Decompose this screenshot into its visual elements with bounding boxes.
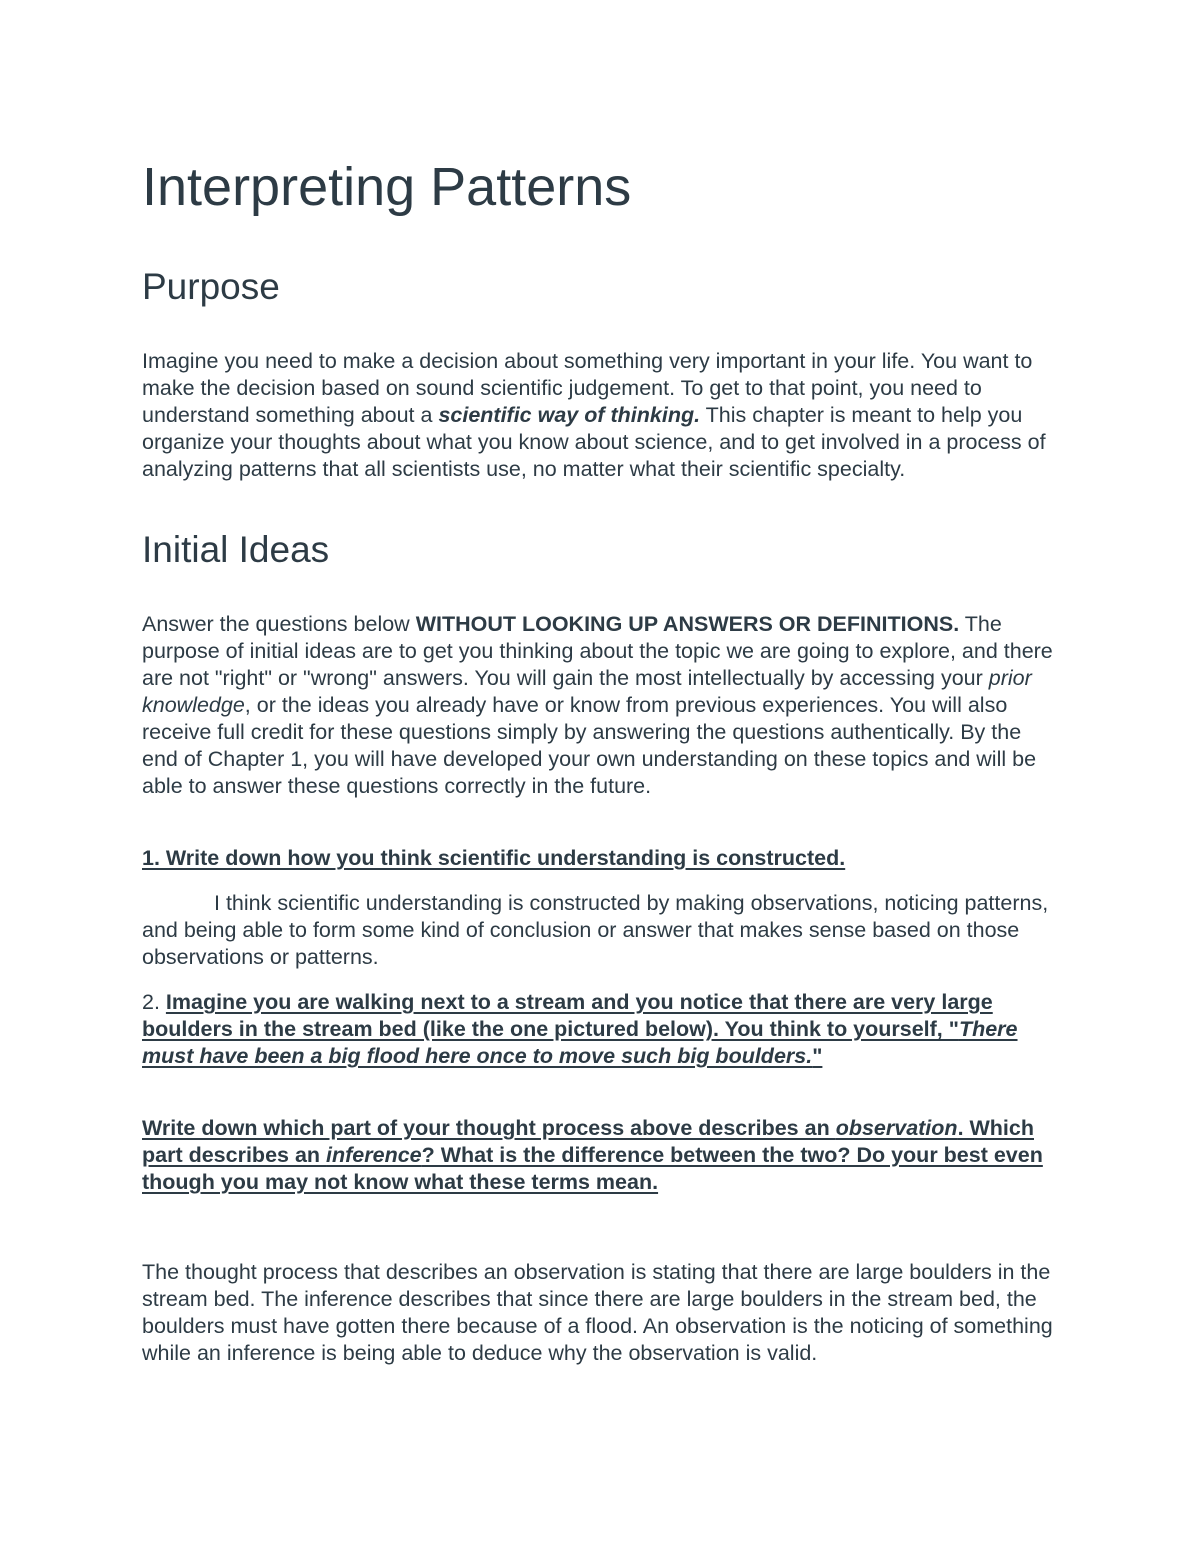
question-2-prompt-2: " (812, 1044, 823, 1068)
term-observation: observation (835, 1116, 958, 1140)
question-1-answer: I think scientific understanding is constructed by making observations, noticing patterns, and being able to form some kind of conclusion or answer that makes sense based on those observations or patterns. (142, 891, 1049, 969)
question-2-quote: There must have been a big flood here once to move such big boulders. (142, 1017, 1018, 1068)
question-2-part2-2: . Which part describes an (142, 1116, 1034, 1167)
initial-ideas-paragraph (142, 611, 1062, 800)
question-2-part-2-prompt (142, 1115, 1062, 1196)
initial-ideas-text-2: The purpose of initial ideas are to get you thinking about the topic we are going to explore, and there are not "right" or "wrong" answers. You will gain the most intellectually by accessing your (142, 612, 1053, 690)
purpose-heading: Purpose (142, 266, 280, 307)
purpose-paragraph (142, 348, 1062, 483)
question-2-answer: The thought process that describes an observation is stating that there are large boulders in the stream bed. The inference describes that since there are large boulders in the stream bed, the boulders must have gotten there because of a flood. An observation is the noticing of something while an inference is being able to deduce why the observation is valid. (142, 1260, 1053, 1365)
initial-ideas-heading: Initial Ideas (142, 529, 330, 570)
purpose-text-2: This chapter is meant to help you organize your thoughts about what you know about science, and to get involved in a process of analyzing patterns that all scientists use, no matter what their scientific specialty. (142, 403, 1046, 481)
term-inference: inference (326, 1143, 422, 1167)
question-2-prompt-1: Imagine you are walking next to a stream and you notice that there are very large boulders in the stream bed (like the one pictured below). You think to yourself, " (142, 990, 993, 1041)
question-2-prompt (142, 989, 1062, 1070)
initial-ideas-text-3: , or the ideas you already have or know from previous experiences. You will also receive full credit for these questions simply by answering the questions authentically. By the end of Chapter 1, you will have developed your own understanding on these topics and will be able to answer these questions correctly in the future. (142, 693, 1037, 798)
question-2-number: 2. (142, 990, 166, 1014)
initial-ideas-bold-instruction: WITHOUT LOOKING UP ANSWERS OR DEFINITIONS. (415, 612, 960, 636)
question-2-part2-3: ? What is the difference between the two? Do your best even though you may not know what these terms mean. (142, 1143, 1043, 1194)
initial-ideas-text-1: Answer the questions below (142, 612, 416, 636)
question-1-prompt: 1. Write down how you think scientific understanding is constructed. (142, 846, 846, 870)
purpose-emphasis: scientific way of thinking. (438, 403, 701, 427)
page-title: Interpreting Patterns (142, 157, 632, 217)
initial-ideas-italic-term: prior knowledge (142, 666, 1032, 717)
question-1-answer-paragraph (142, 890, 1062, 971)
purpose-text-1: Imagine you need to make a decision about something very important in your life. You want to make the decision based on sound scientific judgement. To get to that point, you need to understand something about a (142, 349, 1033, 427)
question-2-part2-1: Write down which part of your thought process above describes an (142, 1116, 836, 1140)
